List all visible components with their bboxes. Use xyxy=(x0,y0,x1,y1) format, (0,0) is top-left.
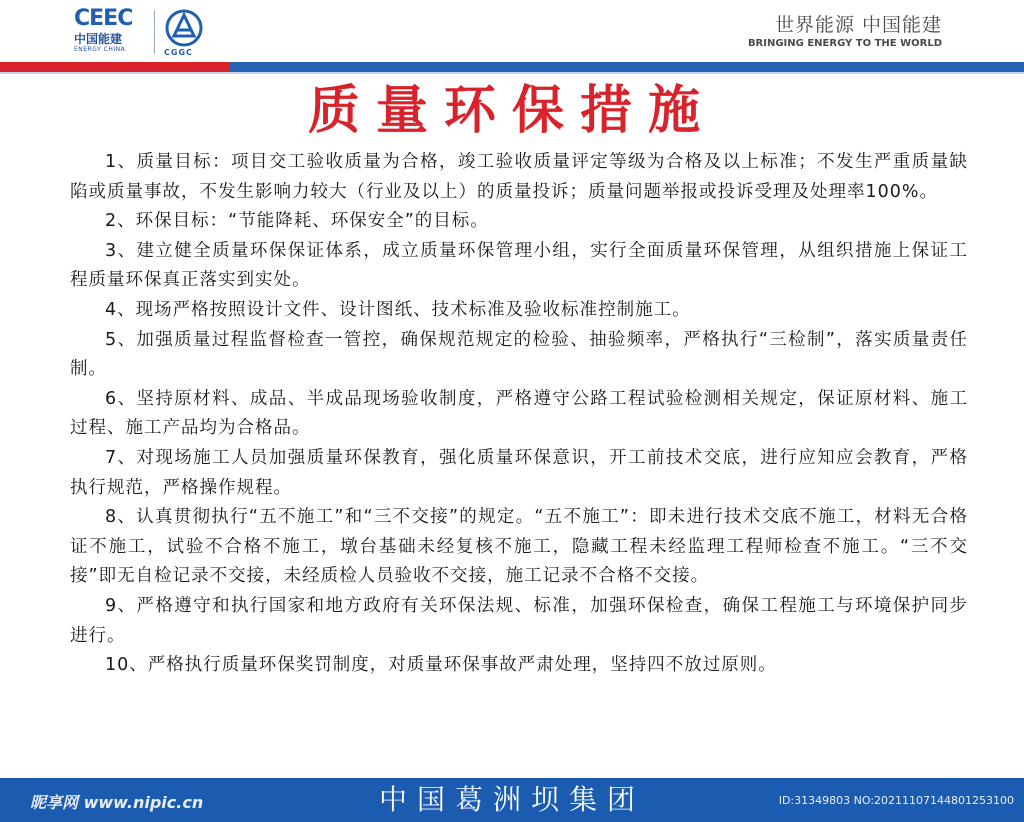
cggc-logo-text: CGGC xyxy=(164,48,193,57)
header-thin-line xyxy=(0,72,1024,74)
logo-divider xyxy=(154,10,155,54)
slogan-chinese: 世界能源 中国能建 xyxy=(774,14,942,36)
logo-chinese-name: 中国能建 xyxy=(74,32,123,46)
footer-organization-name: 中国葛洲坝集团 xyxy=(378,783,645,816)
logo-mark: CEEC xyxy=(74,6,133,31)
image-id-label: ID:31349803 NO:20211107144801253100 xyxy=(778,794,1014,807)
measure-item-1: 1、质量目标：项目交工验收质量为合格，竣工验收质量评定等级为合格及以上标准；不发生严重质量缺陷或质量事故，不发生影响力较大（行业及以上）的质量投诉；质量问题举报或投诉受理及处理率100%。 xyxy=(70,152,968,202)
energy-china-logo xyxy=(74,8,148,54)
cggc-emblem-icon xyxy=(164,8,204,48)
logo-english-name: ENERGY CHINA xyxy=(74,46,126,53)
measure-item-6: 6、坚持原材料、成品、半成品现场验收制度，严格遵守公路工程试验检测相关规定，保证原材料、施工过程、施工产品均为合格品。 xyxy=(70,388,968,439)
measure-item-10: 10、严格执行质量环保奖罚制度，对质量环保事故严肃处理，坚持四不放过原则。 xyxy=(105,655,777,676)
header xyxy=(0,0,1024,62)
measure-item-2: 2、环保目标：“节能降耗、环保安全”的目标。 xyxy=(105,211,489,232)
measures-list xyxy=(70,148,968,681)
slogan-english: BRINGING ENERGY TO THE WORLD xyxy=(747,38,942,49)
header-blue-stripe xyxy=(220,62,1024,72)
footer xyxy=(0,778,1024,822)
measure-item-8: 8、认真贯彻执行“五不施工”和“三不交接”的规定。“五不施工”：即未进行技术交底不施工，材料无合格证不施工，试验不合格不施工，墩台基础未经复核不施工，隐藏工程未经监理工程师检查不施工。“三不交接”即无自检记录不交接，未经质检人员验收不交接，施工记录不合格不交接。 xyxy=(70,507,968,587)
measure-item-3: 3、建立健全质量环保保证体系，成立质量环保管理小组，实行全面质量环保管理，从组织措施上保证工程质量环保真正落实到实处。 xyxy=(70,240,968,291)
measure-item-4: 4、现场严格按照设计文件、设计图纸、技术标准及验收标准控制施工。 xyxy=(105,299,691,320)
measure-item-9: 9、严格遵守和执行国家和地方政府有关环保法规、标准，加强环保检查，确保工程施工与环境保护同步进行。 xyxy=(70,595,968,646)
slogan xyxy=(748,13,942,51)
header-color-bar xyxy=(0,62,1024,72)
header-red-stripe xyxy=(0,62,230,72)
measure-item-5: 5、加强质量过程监督检查一管控，确保规范规定的检验、抽验频率，严格执行“三检制”，落实质量责任制。 xyxy=(70,329,968,380)
site-watermark: 昵享网 www.nipic.cn xyxy=(30,793,204,812)
page-title: 质量环保措施 xyxy=(307,81,716,141)
cggc-logo xyxy=(162,8,206,60)
measure-item-7: 7、对现场施工人员加强质量环保教育，强化质量环保意识，开工前技术交底，进行应知应会教育，严格执行规范，严格操作规程。 xyxy=(70,447,968,498)
